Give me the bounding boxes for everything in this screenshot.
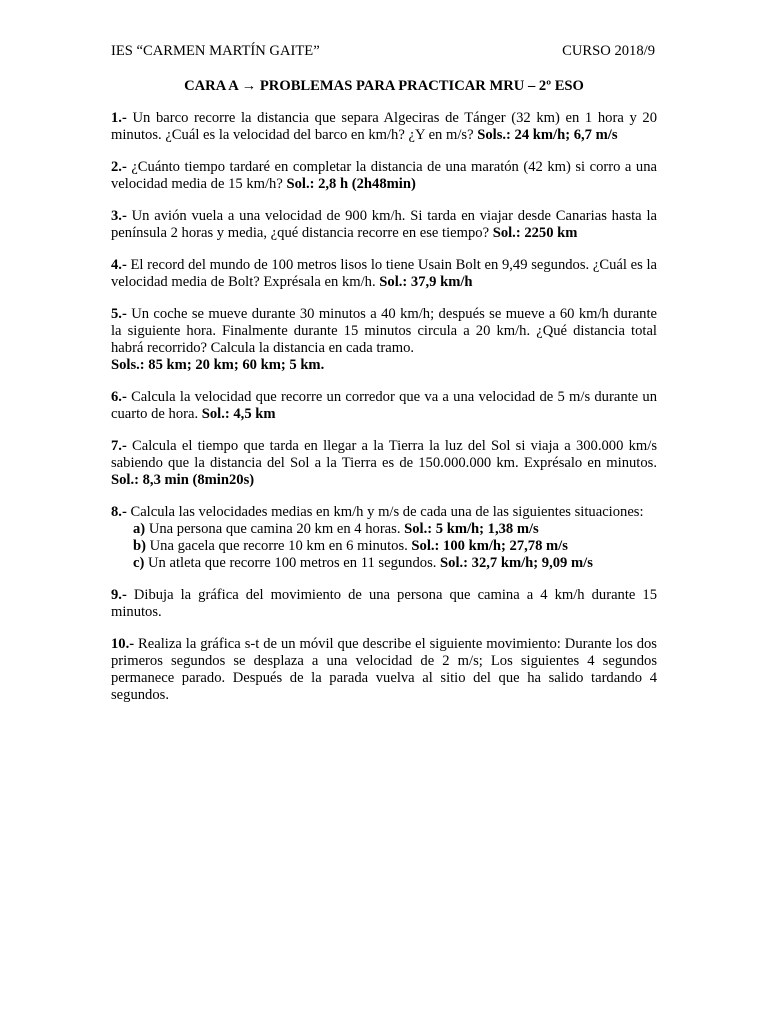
- problem-solution: Sol.: 2,8 h (2h48min): [286, 176, 416, 192]
- problem-text: Un barco recorre la distancia que separa Algeciras de Tánger (32 km) en 1 hora y 20 minutos. ¿Cuál es la velocidad del barco en km/h? ¿Y en m/s?: [111, 110, 657, 143]
- problem-text: Un avión vuela a una velocidad de 900 km/h. Si tarda en viajar desde Canarias hasta la península 2 horas y media, ¿qué distancia recorre en ese tiempo?: [111, 208, 657, 241]
- problem-number: 9.-: [111, 587, 127, 603]
- course-year: CURSO 2018/9: [562, 43, 655, 59]
- problem-2: [111, 159, 657, 193]
- sub-item-a: [133, 521, 657, 538]
- problem-number: 2.-: [111, 159, 127, 175]
- problem-9: [111, 587, 657, 621]
- problem-text: Realiza la gráfica s-t de un móvil que describe el siguiente movimiento: Durante los dos primeros segundos se desplaza a una velocidad de 2 m/s; Los siguientes 4 segundos permanece parado. Después de la parada vuelva al sitio del que ha salido tardando 4 segundos.: [111, 636, 657, 703]
- problem-text: Un coche se mueve durante 30 minutos a 40 km/h; después se mueve a 60 km/h durante la siguiente hora. Finalmente durante 15 minutos circula a 20 km/h. ¿Qué distancia total habrá recorrido? Calcula la distancia en cada tramo.: [111, 306, 657, 356]
- problem-solution: Sol.: 8,3 min (8min20s): [111, 472, 255, 488]
- sub-item-text: Una gacela que recorre 10 km en 6 minutos.: [145, 538, 412, 554]
- problem-text: El record del mundo de 100 metros lisos lo tiene Usain Bolt en 9,49 segundos. ¿Cuál es la velocidad media de Bolt? Exprésala en km/h.: [111, 257, 657, 290]
- sub-item-letter: a): [133, 521, 146, 537]
- problem-number: 10.-: [111, 636, 135, 652]
- problem-text: Calcula el tiempo que tarda en llegar a la Tierra la luz del Sol si viaja a 300.000 km/s sabiendo que la distancia del Sol a la Tierra es de 150.000.000 km. Exprésalo en minutos.: [111, 438, 657, 471]
- problem-text: Dibuja la gráfica del movimiento de una persona que camina a 4 km/h durante 15 minutos.: [111, 587, 657, 620]
- problem-4: [111, 257, 657, 291]
- problem-number: 4.-: [111, 257, 127, 273]
- problem-number: 5.-: [111, 306, 127, 322]
- problem-solution: Sols.: 24 km/h; 6,7 m/s: [477, 127, 618, 143]
- problem-7: [111, 438, 657, 489]
- problem-6: [111, 389, 657, 423]
- sub-item-letter: b): [133, 538, 146, 554]
- problem-number: 6.-: [111, 389, 127, 405]
- school-name: IES “CARMEN MARTÍN GAITE”: [111, 43, 320, 59]
- sub-item-c: [133, 555, 657, 572]
- sub-item-solution: Sol.: 5 km/h; 1,38 m/s: [404, 521, 539, 537]
- problem-number: 1.-: [111, 110, 127, 126]
- problem-text: ¿Cuánto tiempo tardaré en completar la distancia de una maratón (42 km) si corro a una velocidad media de 15 km/h?: [111, 159, 657, 192]
- problem-number: 7.-: [111, 438, 127, 454]
- sub-item-text: Un atleta que recorre 100 metros en 11 segundos.: [144, 555, 441, 571]
- sub-item-solution: Sol.: 100 km/h; 27,78 m/s: [411, 538, 568, 554]
- problem-5: [111, 306, 657, 374]
- problem-10: [111, 636, 657, 704]
- problem-number: 8.-: [111, 504, 127, 520]
- sub-item-solution: Sol.: 32,7 km/h; 9,09 m/s: [440, 555, 593, 571]
- problem-solution: Sols.: 85 km; 20 km; 60 km; 5 km.: [111, 357, 325, 373]
- problem-8: [111, 504, 657, 572]
- problem-text: Calcula las velocidades medias en km/h y m/s de cada una de las siguientes situaciones:: [126, 504, 644, 520]
- problem-solution: Sol.: 2250 km: [492, 225, 578, 241]
- problem-list: [111, 110, 657, 719]
- sub-item-letter: c): [133, 555, 145, 571]
- sub-item-text: Una persona que camina 20 km en 4 horas.: [145, 521, 405, 537]
- problem-number: 3.-: [111, 208, 127, 224]
- problem-solution: Sol.: 37,9 km/h: [379, 274, 473, 290]
- problem-solution: Sol.: 4,5 km: [201, 406, 276, 422]
- sub-item-list: [111, 521, 657, 572]
- page-title: CARA A → PROBLEMAS PARA PRACTICAR MRU – 2º ESO: [184, 78, 584, 94]
- problem-text: Calcula la velocidad que recorre un corredor que va a una velocidad de 5 m/s durante un cuarto de hora.: [111, 389, 657, 422]
- problem-1: [111, 110, 657, 144]
- problem-3: [111, 208, 657, 242]
- sub-item-b: [133, 538, 657, 555]
